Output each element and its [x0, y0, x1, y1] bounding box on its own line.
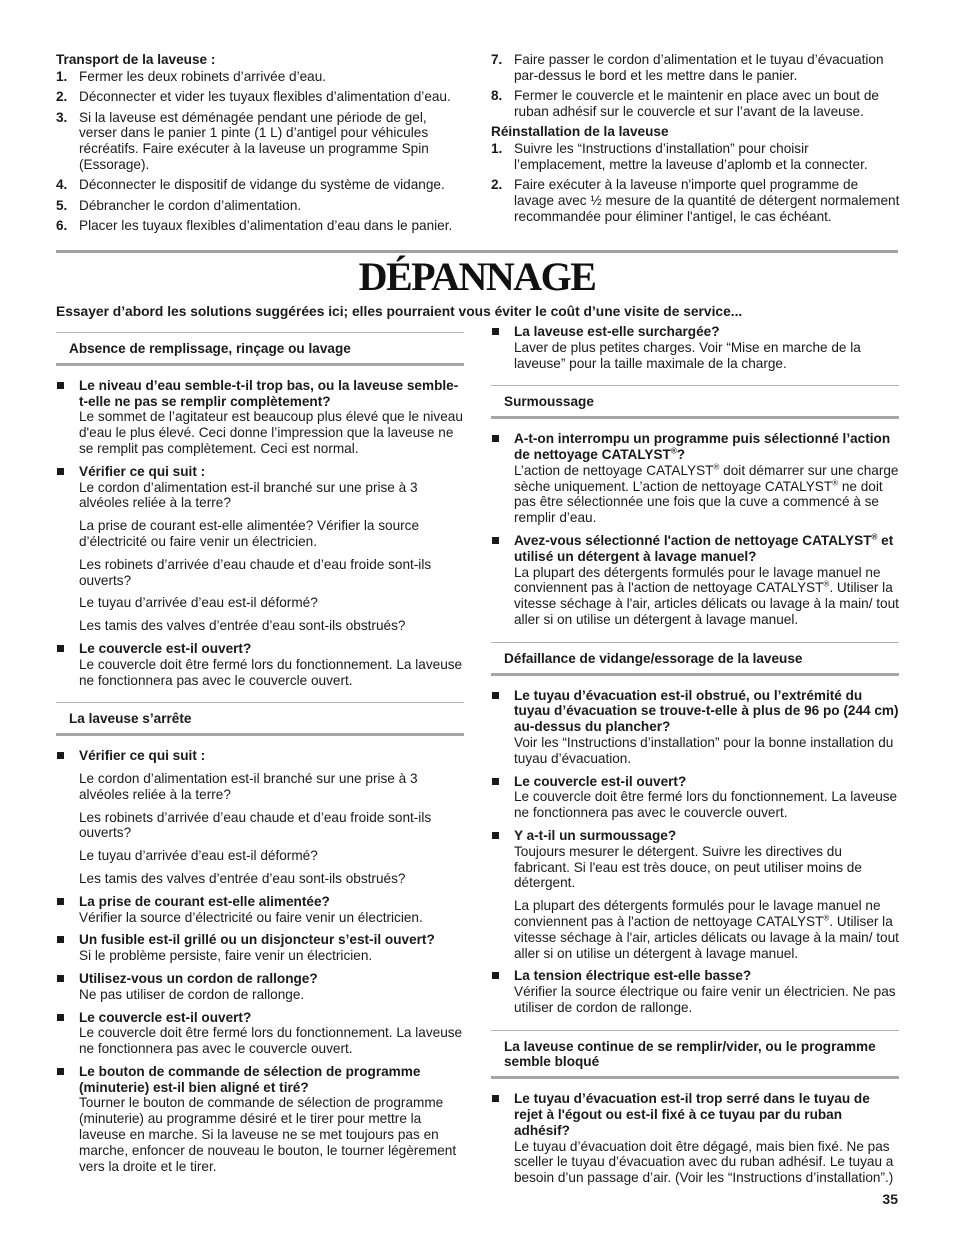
transport-step: 5. Débrancher le cordon d’alimentation.	[56, 197, 302, 213]
bullet-icon	[492, 537, 499, 544]
bullet-icon	[492, 778, 499, 785]
item-paragraph: Les tamis des valves d’entrée d’eau sont-ils obstrués?	[79, 870, 406, 886]
transport-step: 8. Fermer le couvercle et le maintenir en place avec un bout de ruban adhésif sur le couvercle et sur l’avant de la laveuse.	[491, 88, 879, 119]
item-paragraph: La prise de courant est-elle alimentée? Vérifier la source d’électricité ou faire venir un électricien.	[79, 518, 420, 549]
item-question: Le couvercle est-il ouvert?	[514, 773, 687, 789]
bullet-icon	[492, 435, 499, 442]
list-item	[491, 688, 899, 767]
item-question: Le couvercle est-il ouvert?	[79, 640, 252, 656]
intro-text: Essayer d’abord les solutions suggérées ici; elles pourraient vous éviter le coût d’une visite de service...	[56, 304, 743, 319]
troubleshooting-right-column	[491, 324, 899, 1200]
item-answer: L’action de nettoyage CATALYST® doit démarrer sur une charge sèche uniquement. L’action de nettoyage CATALYST® ne doit pas être sélectionnée une fois que la cuve a commencé à se remplir d’eau.	[514, 462, 899, 526]
bullet-icon	[57, 1014, 64, 1021]
bullet-icon	[492, 1095, 499, 1102]
item-paragraph: Les robinets d’arrivée d’eau chaude et d’eau froide sont-ils ouverts?	[79, 556, 432, 588]
item-answer: La plupart des détergents formulés pour le lavage manuel ne conviennent pas à l'action de nettoyage CATALYST®. Utiliser la vitesse séchage à l'air, articles délicats ou lavage à la main/ tout aller si on utilise un détergent à lavage manuel.	[514, 564, 899, 627]
item-answer: Ne pas utiliser de cordon de rallonge.	[79, 986, 305, 1002]
page-title: DÉPANNAGE	[358, 254, 596, 299]
bullet-icon	[57, 936, 64, 943]
transport-step: 6. Placer les tuyaux flexibles d’alimentation d’eau dans le panier.	[56, 218, 453, 234]
bullet-icon	[57, 975, 64, 982]
item-answer: Si le problème persiste, faire venir un électricien.	[79, 948, 373, 964]
bullet-icon	[57, 1068, 64, 1075]
bullet-icon	[57, 468, 64, 475]
transport-step: 1. Fermer les deux robinets d’arrivée d’eau.	[56, 68, 327, 84]
item-answer: Laver de plus petites charges. Voir “Mise en marche de la laveuse” pour la taille maximale de la charge.	[514, 339, 861, 371]
list-item	[491, 828, 899, 961]
list-item	[56, 748, 464, 887]
list-item	[491, 968, 899, 1015]
item-question: Vérifier ce qui suit :	[79, 748, 206, 764]
item-answer: Le sommet de l’agitateur est beaucoup plus élevé que le niveau d'eau le plus élevé. Ceci donne l’impression que la laveuse ne se remplit pas complètement. Ceci est normal.	[79, 409, 463, 456]
item-question: Le couvercle est-il ouvert?	[79, 1009, 252, 1025]
item-paragraph: Le tuyau d’arrivée d’eau est-il déformé?	[79, 595, 318, 611]
item-paragraph: Les robinets d’arrivée d’eau chaude et d’eau froide sont-ils ouverts?	[79, 809, 432, 841]
item-question: La prise de courant est-elle alimentée?	[79, 893, 330, 909]
bullet-icon	[492, 832, 499, 839]
reinstall-section	[491, 52, 901, 229]
item-paragraph: La plupart des détergents formulés pour le lavage manuel ne conviennent pas à l'action de nettoyage CATALYST®. Utiliser la vitesse séchage à l'air, articles délicats ou lavage à la main/ tout aller si on utilise un détergent à lavage manuel.	[514, 898, 899, 961]
item-question: Vérifier ce qui suit :	[79, 463, 206, 479]
item-question: Avez-vous sélectionné l'action de nettoyage CATALYST® et utilisé un détergent à lavage manuel?	[514, 532, 894, 564]
bullet-icon	[57, 752, 64, 759]
item-question: La tension électrique est-elle basse?	[514, 968, 752, 984]
item-answer: Vérifier la source d’électricité ou faire venir un électricien.	[79, 909, 423, 925]
item-answer: Le couvercle doit être fermé lors du fonctionnement. La laveuse ne fonctionnera pas avec le couvercle ouvert.	[79, 1025, 463, 1057]
reinstall-step: 1. Suivre les “Instructions d’installation” pour choisir l’emplacement, mettre la laveuse d’aplomb et la connecter.	[491, 141, 868, 172]
transport-steps-continued	[491, 52, 901, 120]
list-item	[56, 641, 464, 688]
item-question: Le tuyau d’évacuation est-il obstrué, ou l’extrémité du tuyau d’évacuation se trouve-t-elle à plus de 96 po (244 cm) au-dessus du plancher?	[514, 687, 899, 735]
item-answer: Le couvercle doit être fermé lors du fonctionnement. La laveuse ne fonctionnera pas avec le couvercle ouvert.	[514, 789, 898, 821]
reinstall-steps	[491, 141, 901, 225]
item-paragraph: Le tuyau d’arrivée d’eau est-il déformé?	[79, 848, 318, 864]
item-question: Le niveau d’eau semble-t-il trop bas, ou la laveuse semble-t-elle ne pas se remplir complètement?	[79, 377, 459, 409]
bullet-icon	[492, 692, 499, 699]
item-question: Utilisez-vous un cordon de rallonge?	[79, 970, 318, 986]
list-item	[491, 533, 899, 628]
bullet-icon	[57, 382, 64, 389]
transport-step: 4. Déconnecter le dispositif de vidange du système de vidange.	[56, 177, 445, 193]
section-heading: La laveuse continue de se remplir/vider, ou le programme semble bloqué	[491, 1030, 899, 1080]
item-question: Y a-t-il un surmoussage?	[514, 827, 677, 843]
section-oversudsing	[491, 385, 899, 627]
item-answer: Vérifier la source électrique ou faire venir un électricien. Ne pas utiliser de cordon de rallonge.	[514, 984, 896, 1015]
transport-steps	[56, 69, 466, 234]
list-item	[491, 1091, 899, 1186]
transport-step: 7. Faire passer le cordon d’alimentation et le tuyau d’évacuation par-dessus le bord et les mettre dans le panier.	[491, 52, 884, 83]
bullet-icon	[492, 972, 499, 979]
list-item	[56, 894, 464, 926]
item-question: Un fusible est-il grillé ou un disjoncteur s’est-il ouvert?	[79, 932, 435, 948]
transport-step: 3. Si la laveuse est déménagée pendant une période de gel, verser dans le panier 1 pinte (1 L) d’antigel pour véhicules récréatifs. Faire exécuter à la laveuse un programme Spin (Essorage).	[56, 109, 429, 172]
item-answer: Le cordon d’alimentation est-il branché sur une prise à 3 alvéoles reliée à la terre?	[79, 479, 418, 511]
item-question: Le bouton de commande de sélection de programme (minuterie) est-il bien aligné et tiré?	[79, 1063, 421, 1095]
section-heading: Surmoussage	[491, 385, 899, 419]
transport-heading: Transport de la laveuse :	[56, 52, 216, 67]
list-item	[56, 1010, 464, 1057]
list-item	[56, 1064, 464, 1175]
bullet-icon	[57, 645, 64, 652]
bullet-icon	[57, 898, 64, 905]
section-no-fill	[56, 332, 464, 688]
list-item	[491, 774, 899, 821]
item-answer: Toujours mesurer le détergent. Suivre les directives du fabricant. Si l'eau est très douce, on peut utiliser moins de détergent.	[514, 843, 862, 891]
section-continuous-cycle	[491, 1030, 899, 1186]
section-divider	[56, 250, 898, 253]
list-item	[56, 464, 464, 634]
bullet-icon	[492, 328, 499, 335]
section-washer-stops	[56, 702, 464, 1174]
page-number: 35	[882, 1191, 898, 1207]
section-heading: La laveuse s’arrête	[56, 702, 464, 736]
section-heading: Défaillance de vidange/essorage de la laveuse	[491, 642, 899, 676]
item-answer: Le tuyau d’évacuation doit être dégagé, mais bien fixé. Ne pas sceller le tuyau d’évacuation avec du ruban adhésif. Le tuyau a besoin d’un passage d’air. (Voir les “Instructions d’installation”.)	[514, 1138, 894, 1186]
item-question: A-t-on interrompu un programme puis sélectionné l’action de nettoyage CATALYST®?	[514, 431, 891, 462]
item-answer: Voir les “Instructions d’installation” pour la bonne installation du tuyau d’évacuation.	[514, 734, 894, 766]
troubleshooting-left-column	[56, 332, 464, 1188]
item-answer: Le couvercle doit être fermé lors du fonctionnement. La laveuse ne fonctionnera pas avec le couvercle ouvert.	[79, 656, 463, 688]
list-item	[56, 971, 464, 1003]
list-item	[56, 378, 464, 457]
section-heading: Absence de remplissage, rinçage ou lavage	[56, 332, 464, 366]
list-item	[56, 932, 464, 964]
section-no-fill-continued	[491, 324, 899, 371]
item-question: Le tuyau d’évacuation est-il trop serré dans le tuyau de rejet à l'égout ou est-il fixé à ce tuyau par du ruban adhésif?	[514, 1091, 870, 1138]
list-item	[491, 324, 899, 371]
item-paragraph: Les tamis des valves d’entrée d’eau sont-ils obstrués?	[79, 618, 406, 634]
transport-section	[56, 52, 466, 239]
item-paragraph: Le cordon d’alimentation est-il branché sur une prise à 3 alvéoles reliée à la terre?	[79, 770, 418, 802]
transport-step: 2. Déconnecter et vider les tuyaux flexibles d’alimentation d’eau.	[56, 89, 451, 105]
reinstall-step: 2. Faire exécuter à la laveuse n'importe quel programme de lavage avec ½ mesure de la quantité de détergent normalement recommandée pour éliminer l'antigel, le cas échéant.	[491, 177, 900, 224]
item-answer: Tourner le bouton de commande de sélection de programme (minuterie) au programme désiré et le tirer pour mettre la laveuse en marche. Si la laveuse ne se met toujours pas en marche, enfoncer de nouveau le bouton, le tourner légèrement vers la droite et le tirer.	[79, 1095, 457, 1174]
section-drain-failure	[491, 642, 899, 1016]
list-item	[491, 431, 899, 526]
reinstall-heading: Réinstallation de la laveuse	[491, 124, 669, 140]
item-question: La laveuse est-elle surchargée?	[514, 324, 720, 339]
